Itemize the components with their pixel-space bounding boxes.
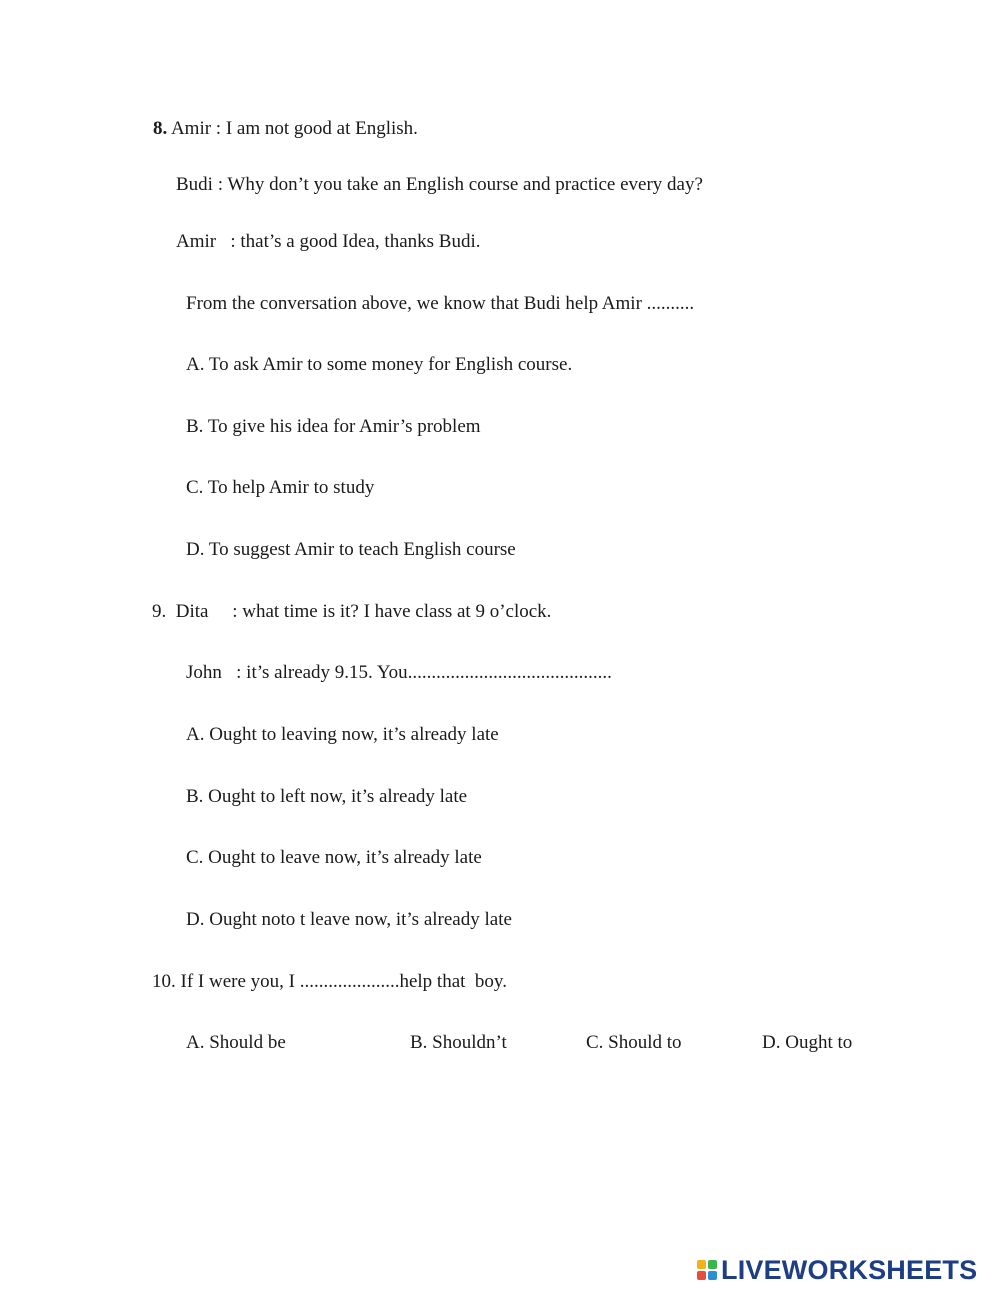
q9-option-c[interactable]: C. Ought to leave now, it’s already late [186, 847, 482, 868]
q10-option-b[interactable]: B. Shouldn’t [410, 1032, 507, 1053]
q8-option-d[interactable]: D. To suggest Amir to teach English course [186, 539, 516, 560]
logo-square-i [708, 1260, 717, 1269]
q9-line1: 9. Dita : what time is it? I have class at 9 o’clock. [152, 601, 552, 622]
q10-option-d[interactable]: D. Ought to [762, 1032, 853, 1053]
q9-option-a[interactable]: A. Ought to leaving now, it’s already late [186, 724, 499, 745]
q8-option-c[interactable]: C. To help Amir to study [186, 477, 375, 498]
liveworksheets-logo [697, 1256, 977, 1284]
logo-text: LIVEWORKSHEETS [721, 1254, 978, 1285]
q8-prompt: From the conversation above, we know that Budi help Amir .......... [186, 293, 695, 314]
liveworksheets-logo-icon [697, 1260, 717, 1280]
q9-line2: John : it’s already 9.15. You........................................... [186, 662, 612, 683]
q8-line3: Amir : that’s a good Idea, thanks Budi. [176, 231, 481, 252]
q8-line1 [153, 117, 418, 141]
q8-option-a[interactable]: A. To ask Amir to some money for English course. [186, 354, 573, 375]
logo-square-v [697, 1271, 706, 1280]
q8-option-b[interactable]: B. To give his idea for Amir’s problem [186, 416, 481, 437]
logo-square-e [708, 1271, 717, 1280]
q10-line1: 10. If I were you, I .....................help that boy. [152, 971, 507, 992]
q9-option-b[interactable]: B. Ought to left now, it’s already late [186, 786, 468, 807]
q9-option-d[interactable]: D. Ought noto t leave now, it’s already late [186, 909, 512, 930]
logo-square-l [697, 1260, 706, 1269]
q8-number: 8. [153, 118, 168, 139]
q8-line1-text: Amir : I am not good at English. [170, 118, 418, 139]
q10-option-c[interactable]: C. Should to [586, 1032, 682, 1053]
q10-option-a[interactable]: A. Should be [186, 1032, 286, 1053]
q8-line2: Budi : Why don’t you take an English course and practice every day? [176, 174, 703, 195]
